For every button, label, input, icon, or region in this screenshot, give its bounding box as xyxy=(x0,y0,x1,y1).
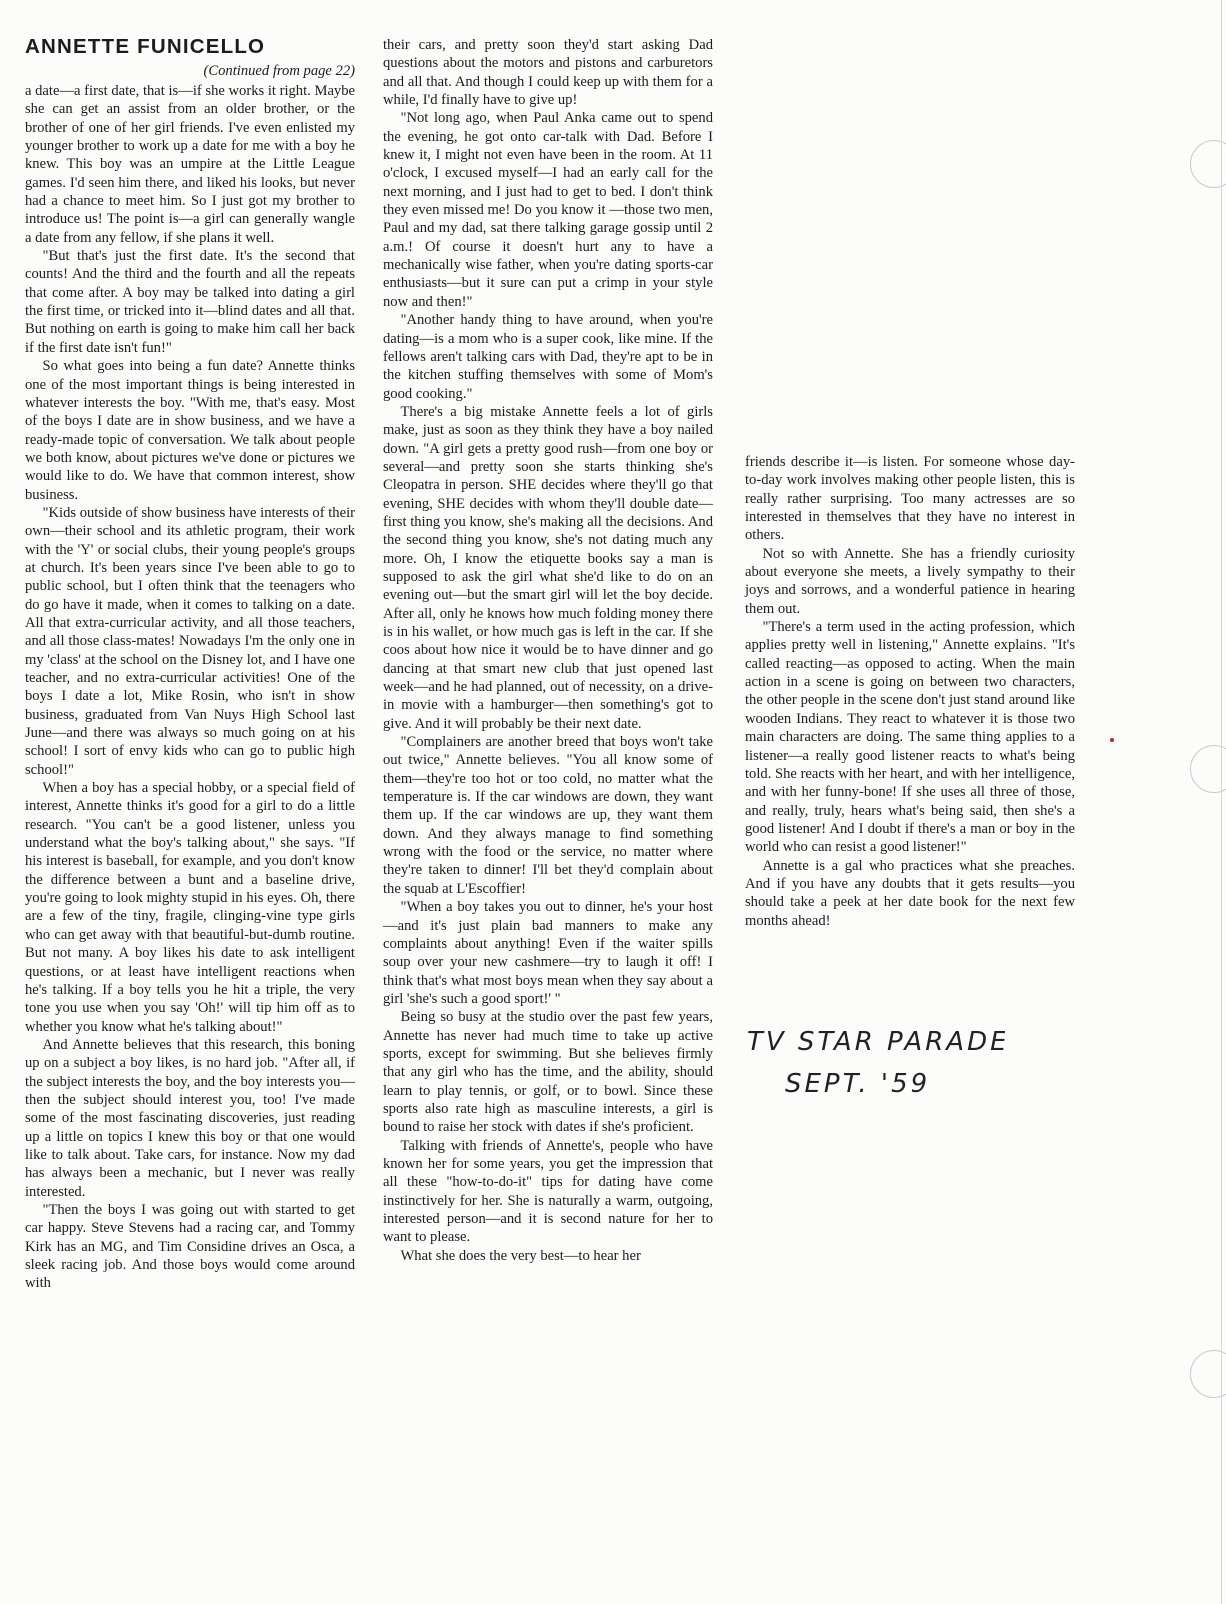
paragraph: Being so busy at the studio over the past few years, Annette has never had much time to take up active sports, except for swimming. But she believes firmly that any girl who has the time, and the ability, should learn to play tennis, or golf, or to bowl. Since these sports also rate high as masculine interests, a girl is bound to raise her stock with dates if she's proficient. xyxy=(383,1009,713,1136)
handwritten-source-note xyxy=(745,1020,1005,1100)
paragraph: "Complainers are another breed that boys won't take out twice," Annette believes. "You all know some of them—they're too hot or too cold, no matter what the temperature is. If the car windows are down, they want them up. If the car windows are up, they want them down. And they always manage to find something wrong with the food or the service, no matter where they're taken to dinner! I'll bet they'd complain about the squab at L'Escoffier! xyxy=(383,734,713,897)
paragraph: What she does the very best—to hear her xyxy=(400,1247,641,1264)
page-edge xyxy=(1221,0,1222,1604)
paragraph: Annette is a gal who practices what she preaches. And if you have any doubts that it gets results—you should take a peek at her date book for the next few months ahead! xyxy=(745,857,1075,929)
paragraph: "But that's just the first date. It's the second that counts! And the third and the fourth and all the repeats that come after. A boy may be talked into dating a girl the first time, or tricked into it—blind dates and all that. But nothing on earth is going to make him call her back if the first date isn't fun!" xyxy=(25,248,355,356)
article-column-3 xyxy=(745,453,1075,930)
handwriting-drawing xyxy=(745,1020,1005,1100)
continued-from-note: (Continued from page 22) xyxy=(203,63,355,79)
paragraph: friends describe it—is listen. For someone whose day-to-day work involves making other people listen, this is really rather surprising. Too many actresses are so interested in themselves that they have no interest in others. xyxy=(745,454,1075,544)
paragraph: Talking with friends of Annette's, people who have known her for some years, you get the impression that all these "how-to-do-it" tips for dating have come instinctively for her. She is naturally a warm, outgoing, interested person—and it is second nature for her to want to please. xyxy=(383,1137,713,1246)
paragraph: And Annette believes that this research, this boning up on a subject a boy likes, is no hard job. "After all, if the subject interests the boy, and the boy interests you—then the subject should interest you, too! I've made some of the most fascinating discoveries, just reading up a little on topics I knew this boy or that one would like to talk about. Take cars, for instance. Now my dad has always been a mechanic, but I never was really interested. xyxy=(25,1036,355,1200)
paragraph: When a boy has a special hobby, or a special field of interest, Annette thinks it's good for a girl to do a little research. "You can't be a good listener, unless you understand what the boy's talking about," she says. "If his interest is baseball, for example, and you don't know the difference between a bunt and a baseline drive, you're going to look mighty stupid in his eyes. Oh, there are a few of the tiny, fragile, clinging-vine type girls who can get away with that beautiful-but-dumb routine. But not many. A boy likes his date to ask intelligent questions, or at least have intelligent reactions when he's talking. If a boy tells you he hit a triple, the very tone you use when you say 'Oh!' will tip him off as to whether you know what he's talking about!" xyxy=(25,780,355,1035)
handwriting-line-1: TV STAR PARADE xyxy=(747,1027,1005,1057)
paragraph: "Kids outside of show business have interests of their own—their school and its athletic program, their work with the 'Y' or social clubs, their young people's groups at church. It's been years since I've been able to go to public school, but I often think that the teenagers who do go have it made, when it comes to talking on a date. All that extra-curricular activity, and all those teachers, and all those class-mates! Nowadays I'm the only one in my 'class' at the school on the Disney lot, and I have one teacher, and no extra-curricular activities! One of the boys I date a lot, Mike Rosin, who isn't in show business, graduated from Van Nuys High School last June—and there was always so much going on at his school! I sort of envy kids who can go to public high school!" xyxy=(25,504,355,778)
paragraph: their cars, and pretty soon they'd start asking Dad questions about the motors and pistons and carburetors and all that. And though I could keep up with them for a while, I'd finally have to give up! xyxy=(383,37,713,109)
paragraph: There's a big mistake Annette feels a lot of girls make, just as soon as they think they have a boy nailed down. "A girl gets a pretty good rush—from one boy or several—and pretty soon she starts thinking she's Cleopatra in person. SHE decides where they'll go that evening, SHE decides with whom they'll double date—first thing you know, she's making all the decisions. And the second thing you know, she's not dating much any more. Oh, I know the etiquette books say a man is supposed to ask the girl what she'd like to do on an evening out—but the smart girl will let the boy decide. After all, only he knows how much folding money there is in his wallet, or how much gas is left in the car. If she coos about how nice it would be to have dinner and go dancing at that smart new club that just opened last week—and he had planned, out of necessity, on a drive-in movie with a hamburger—then something's got to give. And it will probably be their next date. xyxy=(383,403,713,732)
handwriting-line-2: SEPT. '59 xyxy=(785,1069,931,1099)
paragraph: "Then the boys I was going out with started to get car happy. Steve Stevens had a racing car, and Tommy Kirk has an MG, and Tim Considine drives an Osca, a sleek racing job. And those boys would come around with xyxy=(25,1201,355,1292)
paragraph: a date—a first date, that is—if she works it right. Maybe she can get an assist from an older brother, or the brother of one of her girl friends. I've even enlisted my younger brother to work up a date for me with a boy he knew. This boy was an umpire at the Little League games. I'd seen him there, and liked his looks, but never had a chance to meet him. So I just got my brother to introduce us! The point is—a girl can generally wangle a date from any fellow, if she plans it well. xyxy=(25,83,355,246)
paragraph: Not so with Annette. She has a friendly curiosity about everyone she meets, a lively sympathy to their joys and sorrows, and a wonderful patience in hearing them out. xyxy=(745,545,1075,617)
paragraph: So what goes into being a fun date? Annette thinks one of the most important things is being interested in whatever interests the boy. "With me, that's easy. Most of the boys I date are in show business, and we have a ready-made topic of conversation. We talk about people we both know, about pictures we've done or pictures we would like to do. We have that common interest, show business. xyxy=(25,358,355,503)
ink-speck xyxy=(1110,738,1114,742)
article-headline: ANNETTE FUNICELLO xyxy=(25,35,266,58)
article-column-2 xyxy=(383,36,713,1265)
paragraph: "Another handy thing to have around, when you're dating—is a mom who is a super cook, like mine. If the fellows aren't talking cars with Dad, they're apt to be in the kitchen stuffing themselves with some of Mom's good cooking." xyxy=(383,312,713,402)
paragraph: "When a boy takes you out to dinner, he's your host—and it's just plain bad manners to make any complaints about anything! Even if the waiter spills soup over your new cashmere—try to laugh it off! I think that's what most boys mean when they say about a girl 'she's such a good sport!' " xyxy=(383,899,713,1007)
paragraph: "There's a term used in the acting profession, which applies pretty well in listening," Annette explains. "It's called reacting—as opposed to acting. When the main action in a scene is going on between two characters, the other people in the scene don't just stand around like wooden Indians. They react to whatever it is those two main characters are doing. The same thing applies to a listener—a really good listener reacts to what's being told. She reacts with her heart, and with her intelligence, and with her funny-bone! If she uses all three of those, and really, truly, hears what's being said, then she's a good listener! And I doubt if there's a man or boy in the world who can resist a good listener!" xyxy=(745,619,1075,856)
paragraph: "Not long ago, when Paul Anka came out to spend the evening, he got onto car-talk with Dad. Before I knew it, I might not even have been in the room. At 11 o'clock, I excused myself—I had an early call for the next morning, and I just had to get to bed. I don't think they even missed me! Do you know it —those two men, Paul and my dad, sat there talking garage gossip until 2 a.m.! Of course it doesn't hurt any to have a mechanically wise father, when you're dating sports-car enthusiasts—but it sure can put a crimp in your style now and then!" xyxy=(383,110,713,310)
article-column-1 xyxy=(25,36,355,1293)
